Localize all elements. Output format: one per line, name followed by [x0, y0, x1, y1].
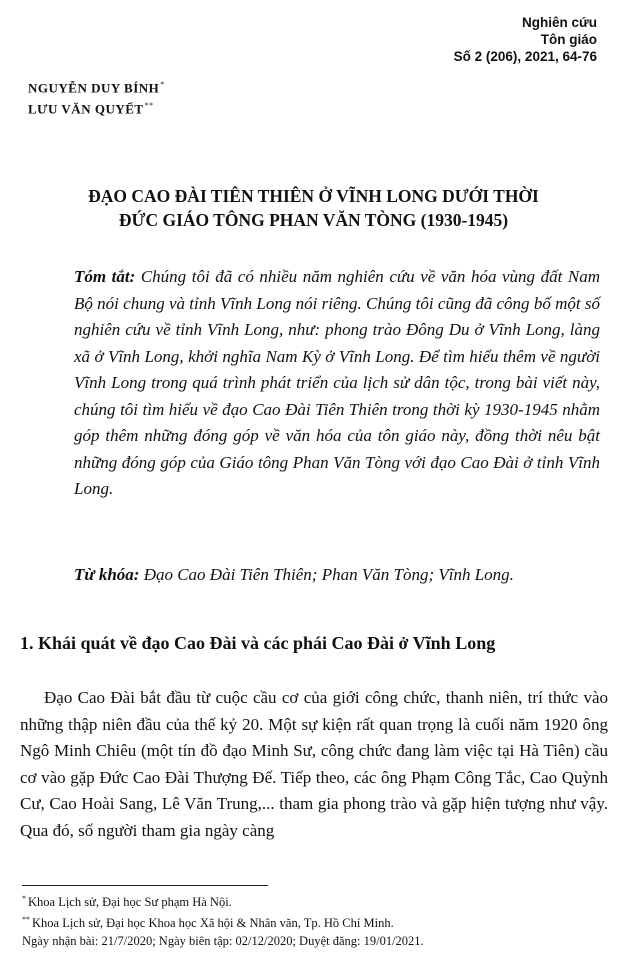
author-footnote-mark: ** — [144, 101, 154, 111]
footnote-2 — [22, 911, 612, 932]
author-footnote-mark: * — [160, 80, 165, 89]
footnote-text: Khoa Lịch sử, Đại học Khoa học Xã hội & Nhân văn, Tp. Hồ Chí Minh. — [32, 916, 394, 931]
article-title-line1: ĐẠO CAO ĐÀI TIÊN THIÊN Ở VĨNH LONG DƯỚI THỜI — [88, 186, 539, 206]
section-heading: 1. Khái quát về đạo Cao Đài và các phái Cao Đài ở Vĩnh Long — [20, 633, 496, 653]
author-name: LƯU VĂN QUYẾT — [28, 101, 144, 117]
keywords-text: Đạo Cao Đài Tiên Thiên; Phan Văn Tòng; Vĩnh Long. — [139, 565, 514, 584]
keywords — [74, 562, 600, 589]
author-1 — [28, 76, 165, 97]
journal-issue: Số 2 (206), 2021, 64-76 — [453, 49, 597, 64]
article-dates: Ngày nhận bài: 21/7/2020; Ngày biên tập: 02/12/2020; Duyệt đăng: 19/01/2021. — [22, 934, 424, 949]
article-title — [20, 184, 607, 232]
body-paragraph: Đạo Cao Đài bắt đầu từ cuộc cầu cơ của giới công chức, thanh niên, trí thức vào những thập niên đầu của thế kỷ 20. Một sự kiện rất quan trọng là cuối năm 1920 ông Ngô Minh Chiêu (một tín đồ đạo Minh Sư, công chức đang làm việc tại Hà Tiên) cầu cơ vào gặp Đức Cao Đài Thượng Đế. Tiếp theo, các ông Phạm Công Tắc, Cao Quỳnh Cư, Cao Hoài Sang, Lê Văn Trung,... tham gia phong trào và gặp hiện tượng như vậy. Qua đó, số người tham gia ngày càng — [20, 688, 608, 840]
footnote-mark: ** — [22, 915, 30, 925]
journal-header — [454, 14, 597, 65]
author-list — [28, 76, 165, 119]
footnote-1 — [22, 890, 612, 911]
article-title-line2: ĐỨC GIÁO TÔNG PHAN VĂN TÒNG (1930-1945) — [118, 210, 509, 230]
footnote-divider — [22, 885, 268, 886]
author-name: NGUYỄN DUY BÍNH — [28, 80, 160, 96]
journal-name-line1: Nghiên cứu — [521, 15, 597, 30]
journal-name-line2: Tôn giáo — [540, 32, 597, 47]
footnote-text: Khoa Lịch sử, Đại học Sư phạm Hà Nội. — [28, 895, 232, 910]
footnotes — [22, 890, 612, 950]
abstract-text: Chúng tôi đã có nhiều năm nghiên cứu về văn hóa vùng đất Nam Bộ nói chung và tỉnh Vĩnh Long nói riêng. Chúng tôi cũng đã công bố một số nghiên cứu về tỉnh Vĩnh Long, như: phong trào Đông Du ở Vĩnh Long, làng xã ở Vĩnh Long, khởi nghĩa Nam Kỳ ở Vĩnh Long. Để tìm hiểu thêm về người Vĩnh Long trong quá trình phát triển của lịch sử dân tộc, trong bài viết này, chúng tôi tìm hiểu về đạo Cao Đài Tiên Thiên trong thời kỳ 1930-1945 nhằm góp thêm những đóng góp về văn hóa của tôn giáo này, đồng thời nêu bật những đóng góp của Giáo tông Phan Văn Tòng với đạo Cao Đài ở tỉnh Vĩnh Long. — [74, 267, 601, 498]
abstract — [74, 264, 600, 503]
author-2 — [28, 97, 165, 118]
footnote-mark: * — [22, 894, 26, 903]
abstract-label: Tóm tắt: — [74, 267, 136, 286]
keywords-label: Từ khóa: — [74, 565, 140, 584]
